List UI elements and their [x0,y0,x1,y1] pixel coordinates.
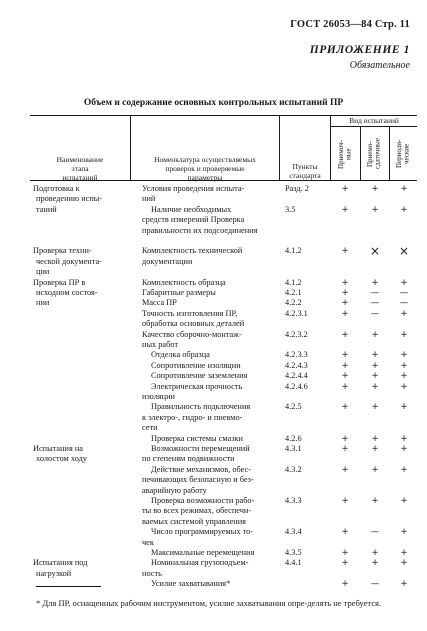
footnote: * Для ПР, оснащенных рабочим инструментом, усилие захватывания опре-делять не требуется. [36,598,382,608]
col-sep-4 [360,126,361,181]
parameter-cell: Масса ПР [142,298,177,308]
point-cell: 4.1.2 [285,277,302,287]
parameter-cell: Сопротивление изоляции [151,360,241,370]
parameter-cell: Качество сборочно-монтаж- [142,329,242,339]
parameter-cell: ных работ [142,340,178,349]
col-header-periodic: Периоди- ческие [395,139,411,169]
table-row [0,475,427,485]
point-cell: 4.2.4.4 [285,371,308,381]
point-cell: 4.2.4.3 [285,360,308,370]
parameter-cell: Наличие необходимых [151,204,232,214]
table-row [0,278,427,288]
parameter-cell: Электрическая прочность [151,381,243,391]
table-row [0,226,427,236]
delivery-mark: — [370,288,380,298]
test-types-rule [330,126,417,127]
parameter-cell: Комплектность технической [142,246,243,256]
parameter-cell: правильности их подсоединения [142,225,258,235]
periodic-mark: + [400,402,408,413]
periodic-mark: + [400,277,408,288]
table-row [0,517,427,527]
periodic-mark: + [400,184,408,194]
parameter-cell: ность [142,568,162,578]
delivery-mark: + [371,464,379,475]
periodic-mark: + [400,433,408,444]
periodic-mark: + [400,579,408,590]
acceptance-mark: + [341,360,349,371]
point-cell: 3.5 [285,204,296,214]
parameter-cell: изоляции [142,392,175,401]
delivery-mark: — [370,527,380,538]
periodic-mark: — [399,298,409,309]
periodic-mark: + [400,381,408,392]
table-row [0,454,427,464]
table-row [0,392,427,402]
parameter-cell: Действие механизмов, обес- [151,464,251,474]
acceptance-mark: + [341,527,349,538]
parameter-cell: к электро-, гидро- и пневмо- [142,412,243,422]
acceptance-mark: + [341,402,349,413]
delivery-mark: + [371,360,379,371]
periodic-mark: + [400,308,408,319]
parameter-cell: чек [142,537,154,547]
stage-cell: Испытания под [33,558,88,568]
parameter-cell: печивающих безопасную и без- [142,475,254,485]
parameter-cell: Номинальная грузоподъем- [151,558,249,568]
appendix-title: ПРИЛОЖЕНИЕ 1 [309,44,410,56]
acceptance-mark: + [341,496,349,506]
delivery-mark: — [370,308,380,319]
periodic-mark: — [399,288,409,298]
table-row [0,413,427,423]
table-row [0,496,427,506]
point-cell: 4.3.1 [285,444,302,453]
table-row [0,298,427,308]
table-row [0,402,427,412]
stage-cell: Подготовка к [33,184,80,193]
table-row [0,506,427,516]
parameter-cell: ваемых системой управления [142,516,246,526]
acceptance-mark: + [341,288,349,298]
page-header: ГОСТ 26053—84 Стр. 11 [290,19,410,30]
stage-cell: Проверка ПР в [33,277,86,287]
table-row [0,340,427,350]
table-row [0,423,427,433]
point-cell: 4.3.3 [285,496,302,505]
periodic-mark: + [400,527,408,538]
table-row [0,465,427,475]
table-row [0,309,427,319]
parameter-cell: по степеням подвижности [142,454,235,464]
periodic-mark: + [400,558,408,569]
col-sep-5 [389,126,390,181]
point-cell: 4.2.3.3 [285,350,308,360]
col-header-delivery: Приемо- сдаточные [366,138,382,170]
acceptance-mark: + [341,277,349,288]
table-row [0,569,427,579]
delivery-mark: + [371,444,379,454]
table-row [0,267,427,277]
table-row [0,382,427,392]
table-row [0,194,427,204]
col-header-acceptance: Приемоч- ные [337,139,353,169]
point-cell: 4.4.1 [285,558,302,568]
table-row [0,184,427,194]
acceptance-mark: + [341,246,349,257]
table-row [0,444,427,454]
parameter-cell: Правильность подключения [151,402,251,412]
periodic-mark: × [398,244,410,259]
point-cell: Разд. 2 [285,184,309,193]
delivery-mark: × [369,244,381,259]
parameter-cell: Число программируемых то- [151,527,254,537]
table-row [0,244,427,259]
parameter-cell: Сопротивление заземления [151,371,248,381]
point-cell: 4.2.3.1 [285,308,308,318]
delivery-mark: + [371,277,379,288]
delivery-mark: + [371,371,379,382]
parameter-cell: документации [142,256,193,266]
point-cell: 4.3.5 [285,548,302,557]
table-row [0,350,427,360]
stage-cell: исходном состоя- [36,288,98,297]
periodic-mark: + [400,496,408,506]
delivery-mark: — [370,579,380,590]
periodic-mark: + [400,360,408,371]
acceptance-mark: + [341,371,349,382]
periodic-mark: + [400,548,408,558]
point-cell: 4.2.2 [285,298,302,308]
stage-cell: нагрузкой [36,568,72,578]
table-row [0,361,427,371]
parameter-cell: Габаритные размеры [142,288,216,297]
stage-cell: холостом ходу [36,454,87,464]
parameter-cell: Точность изготовления ПР, [142,308,238,318]
delivery-mark: + [371,558,379,569]
parameter-cell: Комплектность образца [142,277,226,287]
parameter-cell: аварийную работу [142,485,207,495]
point-cell: 4.2.4.6 [285,381,308,391]
delivery-mark: — [370,298,380,309]
periodic-mark: + [400,204,408,215]
delivery-mark: + [371,548,379,558]
stage-cell: Проверка техни- [33,246,92,256]
table-row [0,257,427,267]
acceptance-mark: + [341,464,349,475]
table-row [0,434,427,444]
delivery-mark: + [371,433,379,444]
acceptance-mark: + [341,350,349,361]
point-cell: 4.1.2 [285,246,302,256]
col-header-test-types: Вид испытаний [349,116,399,125]
point-cell: 4.3.2 [285,464,302,474]
periodic-mark: + [400,329,408,340]
table-row [0,538,427,548]
acceptance-mark: + [341,204,349,215]
acceptance-mark: + [341,558,349,569]
table-row [0,486,427,496]
point-cell: 4.2.6 [285,433,302,443]
col-sep-2 [279,115,280,181]
table-row [0,371,427,381]
table-row [0,215,427,225]
delivery-mark: + [371,350,379,361]
stage-cell: ции [36,267,50,277]
parameter-cell: Усилие захватывания* [151,579,231,589]
acceptance-mark: + [341,579,349,590]
table-row [0,330,427,340]
col-header-stage: Наименование этапа испытаний [56,155,104,182]
stage-cell: ческой документа- [36,256,102,266]
parameter-cell: Условия проведения испыта- [142,184,245,193]
stage-cell: проведению испы- [36,194,103,204]
parameter-cell: ний [142,194,156,204]
delivery-mark: + [371,204,379,215]
acceptance-mark: + [341,444,349,454]
acceptance-mark: + [341,298,349,309]
periodic-mark: + [400,350,408,361]
parameter-cell: сети [142,423,158,433]
col-header-param: Номенклатура осуществляемых проверок и проверяемые параметры [154,155,256,182]
parameter-cell: ты во всех режимах, обеспечи- [142,506,252,516]
point-cell: 4.2.3.2 [285,329,308,339]
table-row [0,558,427,568]
table-row [0,236,427,246]
table-row [0,527,427,537]
stage-cell: нии [36,298,50,308]
delivery-mark: + [371,184,379,194]
table-row [0,579,427,589]
table-row [0,548,427,558]
delivery-mark: + [371,381,379,392]
point-cell: 4.2.1 [285,288,302,297]
parameter-cell: Отделка образца [151,350,210,360]
appendix-subtitle: Обязательное [349,60,410,71]
parameter-cell: обработка основных деталей [142,319,245,329]
delivery-mark: + [371,496,379,506]
point-cell: 4.2.5 [285,402,302,412]
delivery-mark: + [371,329,379,340]
periodic-mark: + [400,464,408,475]
table-row [0,319,427,329]
stage-cell: Испытания на [33,444,83,453]
parameter-cell: Возможности перемещений [151,444,250,453]
parameter-cell: Проверка возможности рабо- [151,496,255,505]
periodic-mark: + [400,371,408,382]
parameter-cell: Максимальные перемещения [151,548,255,557]
col-header-points: Пункты стандарта [289,162,321,180]
acceptance-mark: + [341,381,349,392]
point-cell: 4.3.4 [285,527,302,537]
acceptance-mark: + [341,329,349,340]
acceptance-mark: + [341,184,349,194]
col-sep-1 [130,115,131,181]
periodic-mark: + [400,444,408,454]
acceptance-mark: + [341,433,349,444]
table-row [0,288,427,298]
table-title: Объем и содержание основных контрольных испытаний ПР [83,98,344,108]
parameter-cell: средств измерений Проверка [142,215,245,225]
table-row [0,205,427,215]
stage-cell: таний [36,204,57,214]
acceptance-mark: + [341,548,349,558]
delivery-mark: + [371,402,379,413]
parameter-cell: Проверка системы смазки [151,433,243,443]
acceptance-mark: + [341,308,349,319]
